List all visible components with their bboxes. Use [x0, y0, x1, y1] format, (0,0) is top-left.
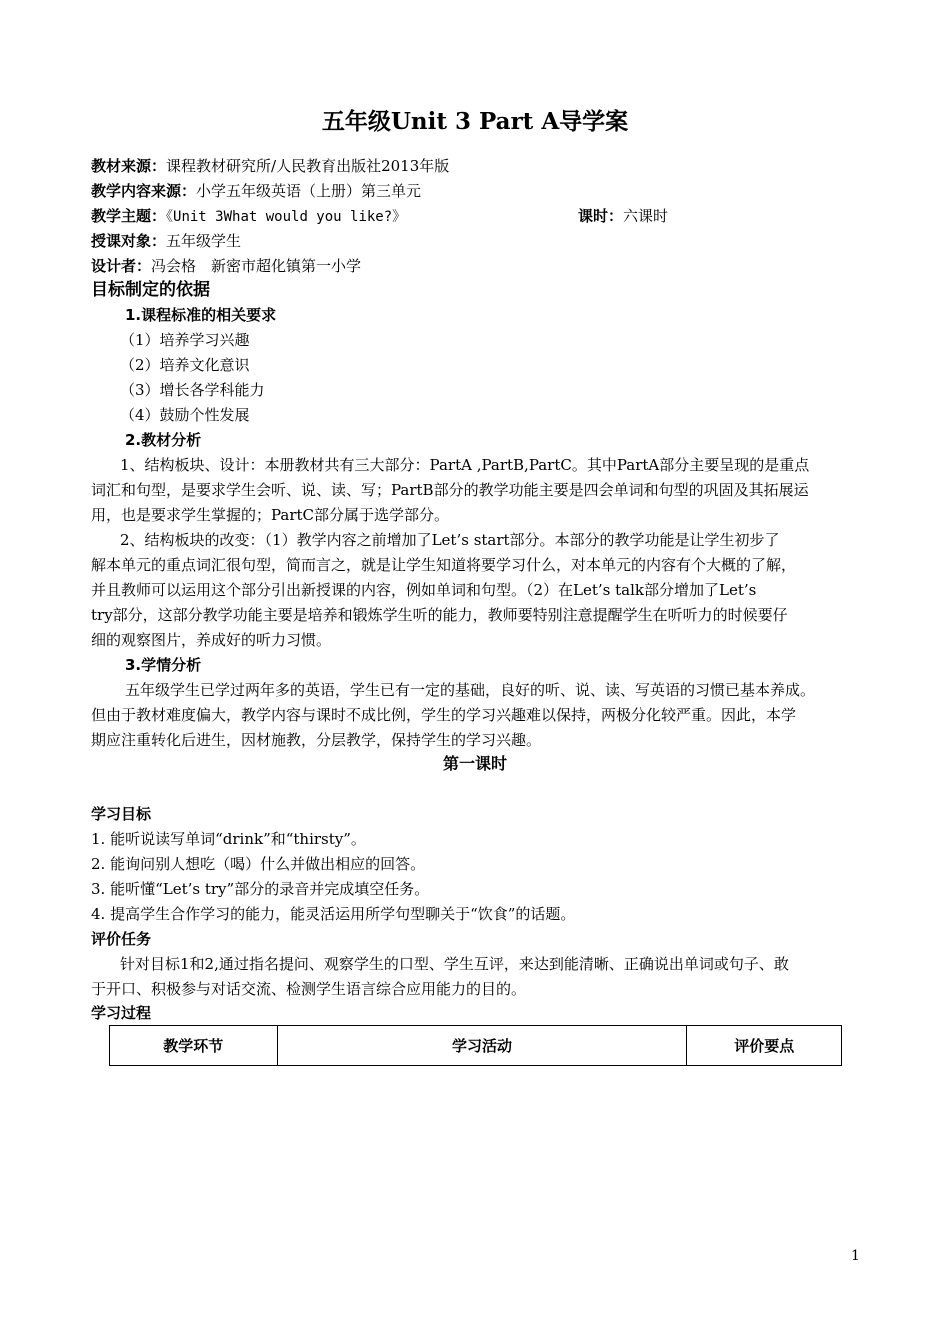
- topic-value: 《Unit 3What would you like?》: [166, 209, 407, 225]
- standards-item: （4）鼓励个性发展: [120, 406, 250, 424]
- goal-item: 3. 能听懂“Let’s try”部分的录音并完成填空任务。: [91, 880, 430, 898]
- textbook-paragraph-line: 用，也是要求学生掌握的；PartC部分属于选学部分。: [91, 506, 450, 524]
- content-label: 教学内容来源：: [91, 182, 197, 200]
- topic-line: [91, 206, 406, 227]
- content-value: 小学五年级英语（上册）第三单元: [196, 182, 422, 200]
- target-value: 五年级学生: [166, 232, 242, 250]
- designer-line: [91, 256, 361, 276]
- lesson-heading: 第一课时: [442, 754, 507, 773]
- target-line: [91, 231, 241, 251]
- standards-item: （3）增长各学科能力: [120, 381, 265, 399]
- textbook-paragraph-line: try部分，这部分教学功能主要是培养和锻炼学生听的能力，教师要特别注意提醒学生在听听力的时候要仔: [91, 606, 788, 624]
- process-heading: 学习过程: [91, 1004, 152, 1022]
- textbook-paragraph-line: 细的观察图片，养成好的听力习惯。: [91, 631, 332, 649]
- eval-paragraph-line: 于开口、积极参与对话交流、检测学生语言综合应用能力的目的。: [91, 980, 527, 998]
- textbook-analysis-heading: 2.教材分析: [125, 431, 202, 449]
- hours-value: 六课时: [623, 207, 669, 225]
- table-header-cell: 教学环节: [110, 1026, 278, 1066]
- textbook-paragraph-line: 并且教师可以运用这个部分引出新授课的内容，例如单词和句型。（2）在Let’s talk部分增加了Let’s: [91, 581, 757, 599]
- goals-heading: 学习目标: [91, 805, 152, 823]
- goal-item: 2. 能询问别人想吃（喝）什么并做出相应的回答。: [91, 855, 426, 873]
- textbook-paragraph-line: 解本单元的重点词汇很句型，简而言之，就是让学生知道将要学习什么，对本单元的内容有个大概的了解，: [91, 556, 797, 574]
- eval-heading: 评价任务: [91, 930, 152, 948]
- standards-item: （2）培养文化意识: [120, 356, 250, 374]
- learner-paragraph-line: 五年级学生已学过两年多的英语，学生已有一定的基础，良好的听、说、读、写英语的习惯已基本养成。: [125, 681, 816, 699]
- learner-paragraph-line: 但由于教材难度偏大，教学内容与课时不成比例，学生的学习兴趣难以保持，两极分化较严重。因此，本学: [91, 706, 797, 724]
- target-label: 授课对象：: [91, 232, 167, 250]
- process-table: [109, 1025, 842, 1066]
- designer-label: 设计者：: [91, 257, 152, 275]
- hours-line: [578, 206, 668, 226]
- basis-heading: 目标制定的依据: [91, 280, 210, 300]
- source-line: [91, 156, 449, 176]
- goal-item: 4. 提高学生合作学习的能力，能灵活运用所学句型聊关于“饮食”的话题。: [91, 905, 576, 923]
- goal-item: 1. 能听说读写单词“drink”和“thirsty”。: [91, 830, 366, 848]
- designer-value: 冯会格 新密市超化镇第一小学: [151, 257, 362, 275]
- source-label: 教材来源：: [91, 157, 167, 175]
- learner-paragraph-line: 期应注重转化后进生，因材施教，分层教学，保持学生的学习兴趣。: [91, 731, 542, 749]
- source-value: 课程教材研究所/人民教育出版社2013年版: [166, 157, 450, 175]
- textbook-paragraph-line: 2、结构板块的改变：（1）教学内容之前增加了Let’s start部分。本部分的教学功能是让学生初步了: [120, 531, 780, 549]
- table-header-cell: 学习活动: [277, 1026, 687, 1066]
- content-line: [91, 181, 421, 201]
- hours-label: 课时：: [578, 207, 624, 225]
- textbook-paragraph-line: 1、结构板块、设计：本册教材共有三大部分：PartA ,PartB,PartC。其中PartA部分主要呈现的是重点: [120, 456, 810, 474]
- topic-label: 教学主题：: [91, 207, 167, 225]
- standards-item: （1）培养学习兴趣: [120, 331, 250, 349]
- learner-analysis-heading: 3.学情分析: [125, 656, 202, 674]
- page-number: 1: [851, 1248, 860, 1264]
- page-title: 五年级Unit 3 Part A导学案: [321, 108, 629, 135]
- standards-heading: 1.课程标准的相关要求: [125, 306, 277, 324]
- table-header-row: [110, 1026, 842, 1066]
- table-header-cell: 评价要点: [687, 1026, 842, 1066]
- eval-paragraph-line: 针对目标1和2,通过指名提问、观察学生的口型、学生互评，来达到能清晰、正确说出单词或句子、敢: [120, 955, 789, 973]
- textbook-paragraph-line: 词汇和句型，是要求学生会听、说、读、写；PartB部分的教学功能主要是四会单词和句型的巩固及其拓展运: [91, 481, 809, 499]
